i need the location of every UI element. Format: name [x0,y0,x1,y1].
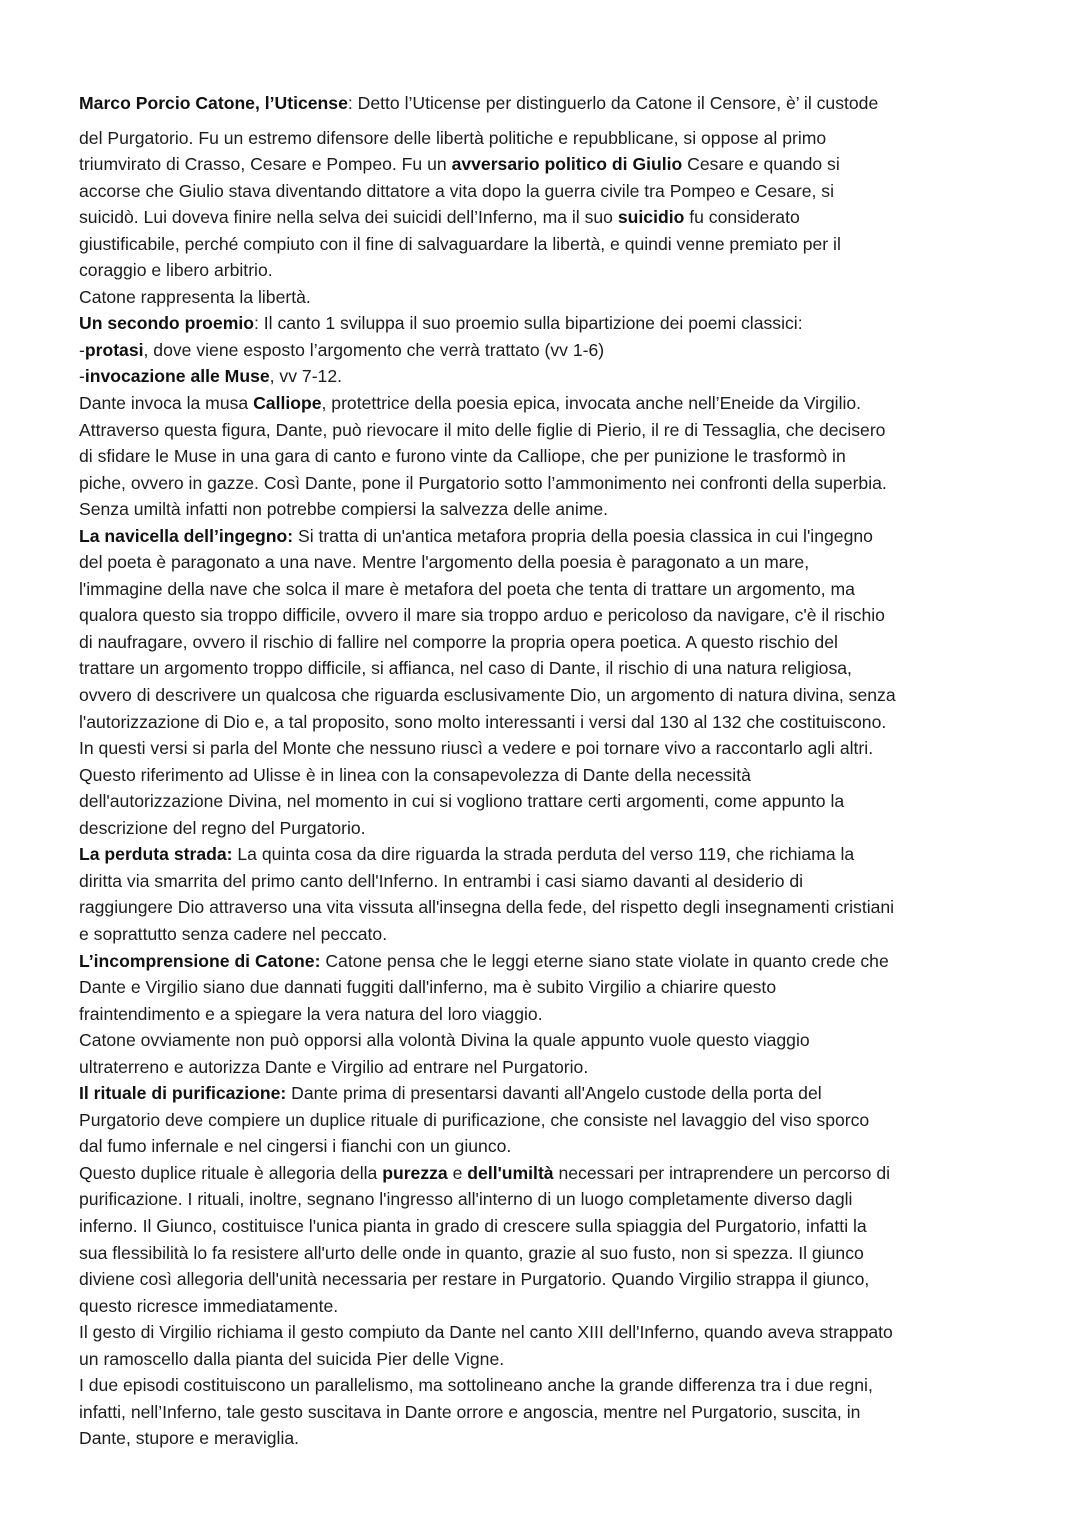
text-line [79,1399,1009,1426]
text-run: coraggio e libero arbitrio. [79,260,273,281]
bold-term: suicidio [617,207,685,228]
bold-term: avversario politico di Giulio [451,154,683,175]
text-run: Il gesto di Virgilio richiama il gesto compiuto da Dante nel canto XIII dell'Inferno, quando aveva strappato [79,1322,893,1343]
text-line [79,841,1009,868]
text-line [79,1160,1009,1187]
text-line [79,1107,1009,1134]
text-run: piche, ovvero in gazze. Così Dante, pone il Purgatorio sotto l’ammonimento nei confronti della superbia. [79,472,887,493]
text-line [79,178,1009,205]
text-line [79,1372,1009,1399]
text-line [79,1240,1009,1267]
text-run: accorse che Giulio stava diventando dittatore a vita dopo la guerra civile tra Pompeo e Cesare, si [79,180,834,201]
text-line [79,363,1009,390]
text-line [79,337,1009,364]
text-line [79,417,1009,444]
text-line [79,1080,1009,1107]
text-line [79,1213,1009,1240]
text-run: , protettrice della poesia epica, invocata anche nell’Eneide da Virgilio. [321,393,862,414]
text-run: In questi versi si parla del Monte che nessuno riuscì a vedere e poi tornare vivo a raccontarlo agli altri. [79,738,874,759]
text-run: fraintendimento e a spiegare la vera natura del loro viaggio. [79,1003,543,1024]
text-line [79,523,1009,550]
text-line [79,1293,1009,1320]
text-run: Senza umiltà infatti non potrebbe compiersi la salvezza delle anime. [79,499,609,520]
bold-term: La perduta strada: [79,844,233,865]
text-run: La quinta cosa da dire riguarda la strada perduta del verso 119, che richiama la [232,844,855,865]
text-line [79,310,1009,337]
text-line [79,1346,1009,1373]
text-line [79,576,1009,603]
text-run: Dante invoca la musa [79,393,254,414]
text-line [79,151,1009,178]
text-line [79,284,1009,311]
bold-term: invocazione alle Muse [84,366,270,387]
text-line [79,602,1009,629]
text-run: Questo duplice rituale è allegoria della [79,1162,383,1183]
text-run: Catone rappresenta la libertà. [79,286,311,307]
text-run: triumvirato di Crasso, Cesare e Pompeo. Fu un [79,154,452,175]
text-run: qualora questo sia troppo difficile, ovvero il mare sia troppo arduo e pericoloso da navigare, c'è il rischio [79,605,885,626]
text-run: Attraverso questa figura, Dante, può rievocare il mito delle figlie di Pierio, il re di Tessaglia, che decisero [79,419,886,440]
text-line [79,1054,1009,1081]
text-line [79,496,1009,523]
text-run: del Purgatorio. Fu un estremo difensore delle libertà politiche e repubblicane, si oppose al primo [79,127,827,148]
text-line [79,974,1009,1001]
text-run: un ramoscello dalla pianta del suicida Pier delle Vigne. [79,1348,505,1369]
text-run: del poeta è paragonato a una nave. Mentre l'argomento della poesia è paragonato a un mare, [79,552,810,573]
text-line [79,629,1009,656]
text-run: ovvero di descrivere un qualcosa che riguarda esclusivamente Dio, un argomento di natura divina, senza [79,685,896,706]
text-run: Dante, stupore e meraviglia. [79,1428,300,1449]
text-run: l'immagine della nave che solca il mare è metafora del poeta che tenta di trattare un argomento, ma [79,578,855,599]
document-body [79,90,1009,1452]
text-run: Si tratta di un'antica metafora propria della poesia classica in cui l'ingegno [293,525,873,546]
bold-term: Calliope [253,393,322,414]
text-line [79,1425,1009,1452]
text-line [79,788,1009,815]
text-run: trattare un argomento troppo difficile, si affianca, nel caso di Dante, il rischio di una natura religiosa, [79,658,852,679]
text-line [79,1186,1009,1213]
text-line [79,204,1009,231]
text-run: Catone pensa che le leggi eterne siano state violate in quanto crede che [320,950,889,971]
text-run: fu considerato [684,207,800,228]
text-run: Dante e Virgilio siano due dannati fuggiti dall'inferno, ma è subito Virgilio a chiarire questo [79,977,777,998]
text-run: diviene così allegoria dell'unità necessaria per restare in Purgatorio. Quando Virgilio strappa il giunco, [79,1269,870,1290]
text-line [79,948,1009,975]
text-line [79,90,1009,117]
bold-term: Un secondo proemio [79,313,254,334]
text-line [79,125,1009,152]
text-line [79,735,1009,762]
text-line [79,709,1009,736]
text-run: l'autorizzazione di Dio e, a tal proposito, sono molto interessanti i versi dal 130 al 132 che costituiscono. [79,711,887,732]
text-line [79,868,1009,895]
bold-term: La navicella dell’ingegno: [79,525,294,546]
bold-term: Il rituale di purificazione: [79,1083,287,1104]
text-run: : Il canto 1 sviluppa il suo proemio sulla bipartizione dei poemi classici: [253,313,803,334]
bold-term: dell'umiltà [467,1162,554,1183]
text-line [79,390,1009,417]
bold-term: Marco Porcio Catone, l’Uticense [79,93,348,113]
text-run: e [447,1162,468,1183]
text-line [79,231,1009,258]
text-run: di sfidare le Muse in una gara di canto e furono vinte da Calliope, che per punizione le trasformò in [79,446,846,467]
text-line [79,1027,1009,1054]
text-line [79,815,1009,842]
text-run: , vv 7-12. [269,366,343,387]
text-line [79,470,1009,497]
text-line [79,1001,1009,1028]
bold-term: L’incomprensione di Catone: [79,950,321,971]
text-run: necessari per intraprendere un percorso di [553,1162,891,1183]
text-run: purificazione. I rituali, inoltre, segnano l'ingresso all'interno di un luogo completamente diverso dagli [79,1189,853,1210]
text-run: Purgatorio deve compiere un duplice rituale di purificazione, che consiste nel lavaggio del viso sporco [79,1109,870,1130]
text-run: dell'autorizzazione Divina, nel momento in cui si vogliono trattare certi argomenti, come appunto la [79,791,845,812]
text-line [79,549,1009,576]
text-run: I due episodi costituiscono un parallelismo, ma sottolineano anche la grande differenza tra i due regni, [79,1375,873,1396]
text-run: dal fumo infernale e nel cingersi i fianchi con un giunco. [79,1136,512,1157]
text-run: , dove viene esposto l’argomento che verrà trattato (vv 1-6) [143,339,605,360]
text-run: Cesare e quando si [682,154,840,175]
text-run: Questo riferimento ad Ulisse è in linea con la consapevolezza di Dante della necessità [79,764,751,785]
text-line [79,443,1009,470]
text-line [79,1319,1009,1346]
text-line [79,1133,1009,1160]
text-run: di naufragare, ovvero il rischio di fallire nel comporre la propria opera poetica. A questo rischio del [79,631,838,652]
text-run: inferno. Il Giunco, costituisce l'unica pianta in grado di crescere sulla spiaggia del Purgatorio, infatti la [79,1215,867,1236]
text-run: - [79,366,85,387]
text-run: descrizione del regno del Purgatorio. [79,817,366,838]
text-run: diritta via smarrita del primo canto dell'Inferno. In entrambi i casi siamo davanti al desiderio di [79,870,804,891]
bold-term: purezza [382,1162,448,1183]
text-line [79,921,1009,948]
text-run: e soprattutto senza cadere nel peccato. [79,923,388,944]
text-run: raggiungere Dio attraverso una vita vissuta all'insegna della fede, del rispetto degli insegnamenti cristiani [79,897,895,918]
text-run: suicidò. Lui doveva finire nella selva dei suicidi dell’Inferno, ma il suo [79,207,618,228]
text-run: : Detto l’Uticense per distinguerlo da Catone il Censore, è’ il custode [347,93,879,113]
text-run: infatti, nell’Inferno, tale gesto suscitava in Dante orrore e angoscia, mentre nel Purgatorio, suscita, in [79,1401,861,1422]
text-line [79,1266,1009,1293]
text-run: ultraterreno e autorizza Dante e Virgilio ad entrare nel Purgatorio. [79,1056,589,1077]
text-run: questo ricresce immediatamente. [79,1295,339,1316]
text-run: giustificabile, perché compiuto con il fine di salvaguardare la libertà, e quindi venne premiato per il [79,233,841,254]
text-run: Dante prima di presentarsi davanti all'Angelo custode della porta del [286,1083,822,1104]
text-run: Catone ovviamente non può opporsi alla volontà Divina la quale appunto vuole questo viaggio [79,1030,810,1051]
text-line [79,894,1009,921]
bold-term: protasi [84,339,144,360]
text-line [79,257,1009,284]
text-line [79,682,1009,709]
text-run: sua flessibilità lo fa resistere all'urto delle onde in quanto, grazie al suo fusto, non si spezza. Il giunco [79,1242,864,1263]
text-line [79,655,1009,682]
text-run: - [79,339,85,360]
text-line [79,762,1009,789]
